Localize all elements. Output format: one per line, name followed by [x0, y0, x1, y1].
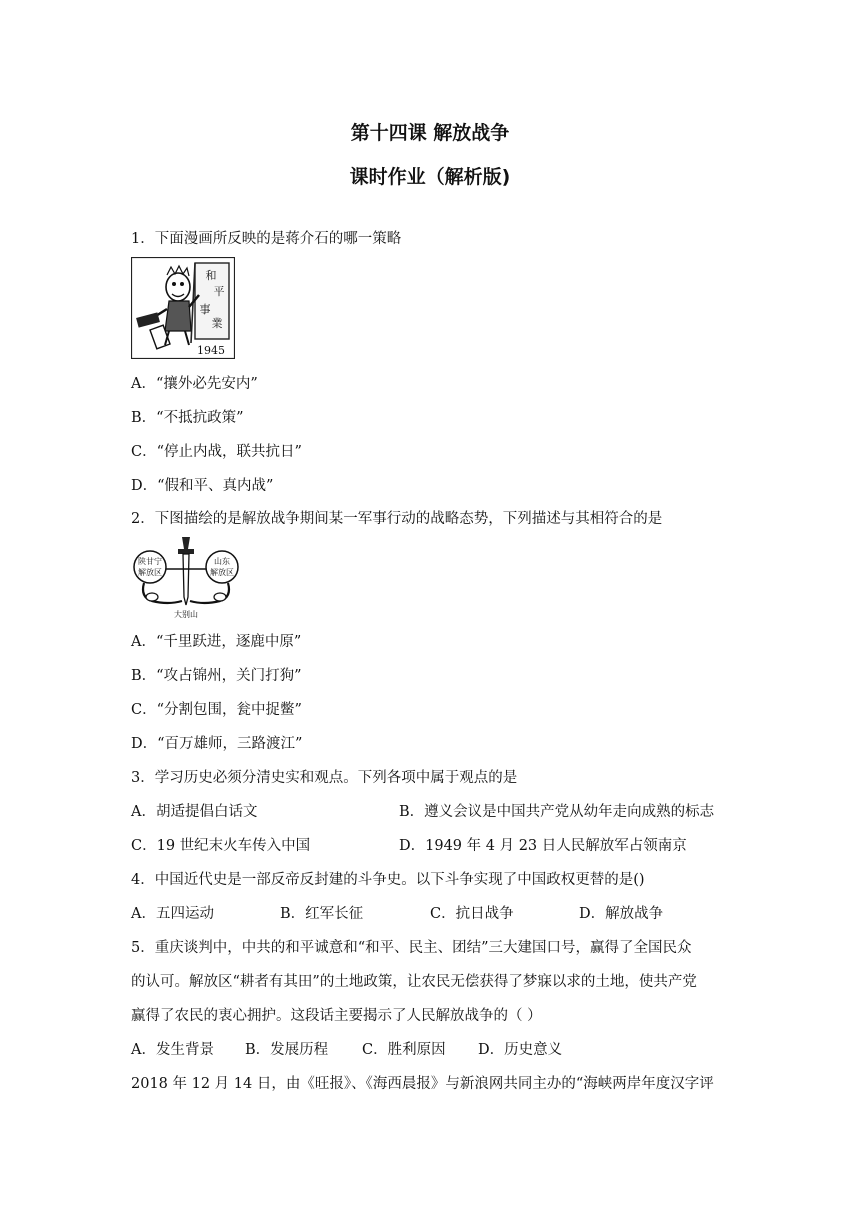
question-5-line-2: 的认可。解放区“耕者有其田”的土地政策，让农民无偿获得了梦寐以求的土地，使共产党: [131, 974, 697, 990]
question-5-line-3: 赢得了农民的衷心拥护。这段话主要揭示了人民解放战争的（ ）: [131, 1008, 542, 1024]
question-5-line-1: 5．重庆谈判中，中共的和平诚意和“和平、民主、团结”三大建国口号，赢得了全国民众: [131, 940, 692, 956]
question-5-option-b: B．发展历程: [245, 1042, 329, 1058]
question-2-option-c: C．“分割包围，瓮中捉鳖”: [131, 702, 302, 718]
cartoon-sign-char-1: 和: [205, 269, 217, 282]
question-1-stem: 1．下面漫画所反映的是蒋介石的哪一策略: [131, 231, 402, 247]
question-4-stem: 4．中国近代史是一部反帝反封建的斗争史。以下斗争实现了中国政权更替的是(): [131, 872, 645, 888]
diagram-left-label-line1: 陕甘宁: [138, 557, 162, 566]
question-3-stem: 3．学习历史必须分清史实和观点。下列各项中属于观点的是: [131, 770, 518, 786]
question-1-option-b: B．“不抵抗政策”: [131, 410, 244, 426]
question-2-diagram: [130, 535, 242, 625]
question-2-option-b: B．“攻占锦州，关门打狗”: [131, 668, 302, 684]
question-5-option-c: C．胜利原因: [362, 1042, 446, 1058]
diagram-left-label-line2: 解放区: [138, 568, 162, 577]
question-1-option-a: A．“攘外必先安内”: [131, 376, 258, 392]
question-3-option-a: A．胡适提倡白话文: [131, 804, 258, 820]
cartoon-year: 1945: [197, 344, 225, 357]
cartoon-sign-char-3: 事: [199, 303, 211, 316]
question-4-option-b: B．红军长征: [280, 906, 364, 922]
question-3-option-b: B．遵义会议是中国共产党从幼年走向成熟的标志: [399, 804, 715, 820]
question-2-stem: 2．下图描绘的是解放战争期间某一军事行动的战略态势，下列描述与其相符合的是: [131, 511, 663, 527]
diagram-right-label-line2: 解放区: [210, 568, 234, 577]
question-1-option-d: D．“假和平、真内战”: [131, 478, 274, 494]
question-5-option-a: A．发生背景: [131, 1042, 214, 1058]
page-subtitle: 课时作业（解析版): [349, 166, 511, 188]
cartoon-sign-char-4: 業: [211, 317, 223, 330]
page-title: 第十四课 解放战争: [350, 122, 510, 144]
question-5-option-d: D．历史意义: [478, 1042, 563, 1058]
diagram-bottom-label: 大别山: [174, 610, 198, 619]
question-1-option-c: C．“停止内战，联共抗日”: [131, 444, 302, 460]
question-2-option-a: A．“千里跃进，逐鹿中原”: [131, 634, 302, 650]
question-3-option-d: D．1949 年 4 月 23 日人民解放军占领南京: [399, 838, 687, 854]
question-4-option-d: D．解放战争: [579, 906, 664, 922]
cartoon-sign-char-2: 平: [213, 285, 225, 298]
question-3-option-c: C．19 世纪末火车传入中国: [131, 838, 311, 854]
question-2-option-d: D．“百万雄师，三路渡江”: [131, 736, 303, 752]
trailing-paragraph: 2018 年 12 月 14 日，由《旺报》、《海西晨报》与新浪网共同主办的“海峡两岸年度汉字评: [131, 1076, 714, 1092]
diagram-right-label-line1: 山东: [214, 557, 230, 566]
question-4-option-c: C．抗日战争: [430, 906, 514, 922]
question-1-cartoon: [131, 257, 235, 363]
question-4-option-a: A．五四运动: [131, 906, 214, 922]
